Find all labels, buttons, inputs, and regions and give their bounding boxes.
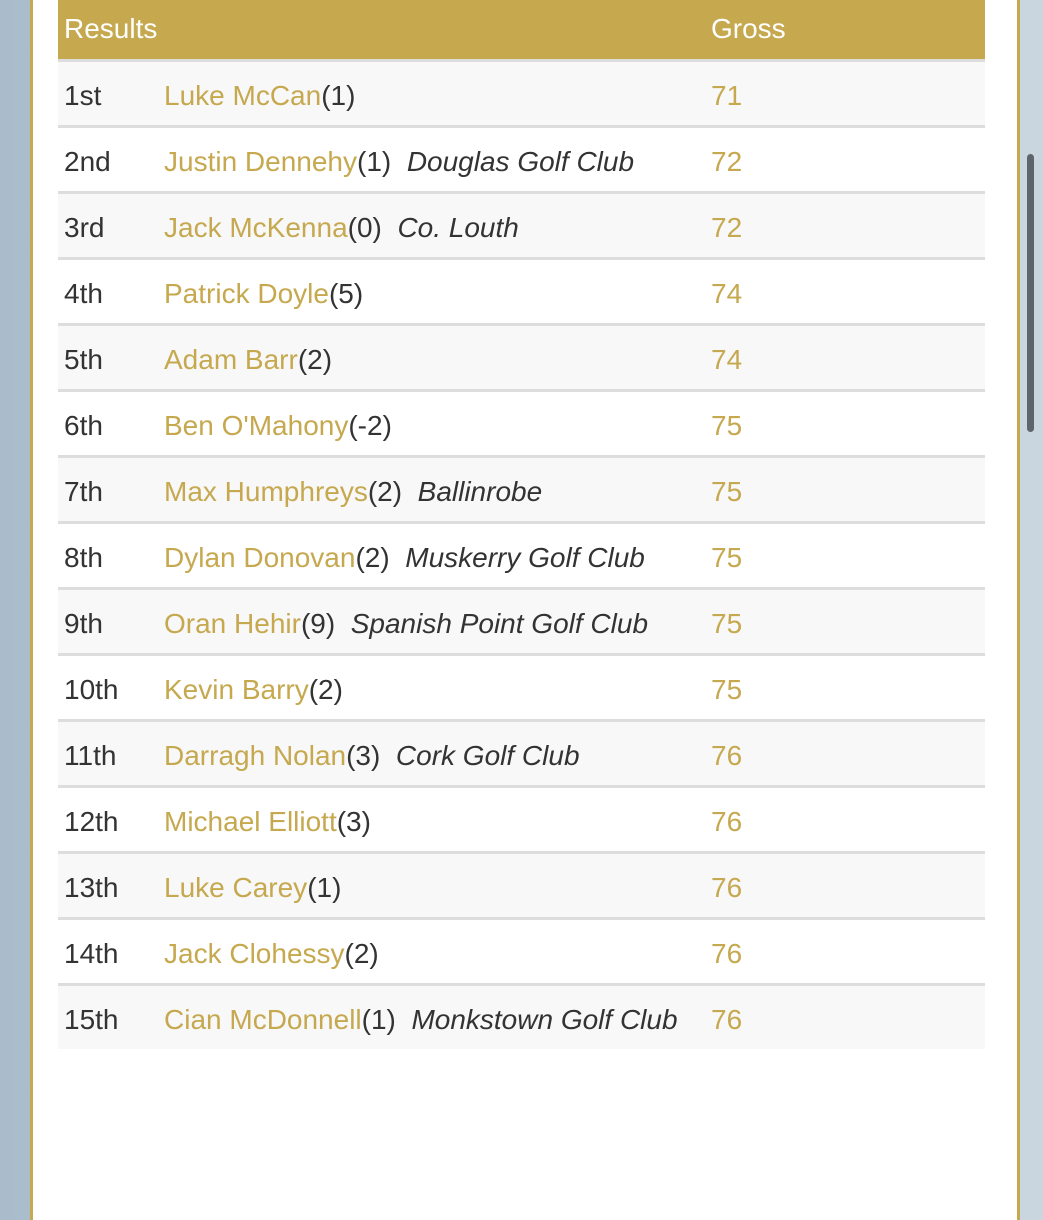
table-row [58,60,985,126]
table-row [58,258,985,324]
gross-score[interactable]: 75 [711,541,743,573]
player-cell [158,390,706,456]
header-results: Results [64,13,158,45]
player-cell [158,126,706,192]
player-name-link[interactable]: Cian McDonnell [164,1003,362,1035]
gross-score[interactable]: 75 [711,475,743,507]
results-table [58,0,985,1049]
handicap: (3) [346,739,381,771]
player-cell [158,258,706,324]
player-name-link[interactable]: Justin Dennehy [164,145,358,177]
table-row [58,324,985,390]
club-name: Co. Louth [397,211,519,243]
table-header-row [58,0,985,60]
player-name-link[interactable]: Jack McKenna [164,211,348,243]
table-row [58,588,985,654]
club-name: Monkstown Golf Club [411,1003,678,1035]
player-cell [158,60,706,126]
handicap: (5) [328,277,364,309]
position-cell: 13th [64,871,119,903]
position-cell: 8th [64,541,103,573]
player-name-link[interactable]: Luke McCan [164,79,322,111]
player-name-link[interactable]: Ben O'Mahony [164,409,349,441]
handicap: (2) [308,673,343,705]
position-cell: 15th [64,1003,119,1035]
club-name: Ballinrobe [417,475,543,507]
handicap: (2) [297,343,333,375]
position-cell: 12th [64,805,119,837]
gross-score[interactable]: 72 [711,145,743,177]
player-cell [158,786,706,852]
position-cell: 5th [64,343,103,375]
player-cell [158,984,706,1049]
gross-score[interactable]: 76 [711,805,743,837]
player-cell [158,588,706,654]
gross-score[interactable]: 76 [711,871,743,903]
club-name: Spanish Point Golf Club [350,607,649,639]
table-row [58,654,985,720]
table-row [58,522,985,588]
player-cell [158,192,706,258]
header-gross: Gross [711,13,786,45]
handicap: (1) [321,79,356,111]
table-row [58,192,985,258]
player-name-link[interactable]: Darragh Nolan [164,739,347,771]
position-cell: 11th [64,739,117,771]
position-cell: 7th [64,475,103,507]
player-name-link[interactable]: Michael Elliott [164,805,337,837]
player-cell [158,918,706,984]
handicap: (1) [307,871,342,903]
player-name-link[interactable]: Patrick Doyle [164,277,329,309]
table-row [58,786,985,852]
player-name-link[interactable]: Adam Barr [164,343,298,375]
player-cell [158,522,706,588]
handicap: (1) [361,1003,396,1035]
gross-score[interactable]: 76 [711,1003,743,1035]
table-row [58,456,985,522]
handicap: (-2) [348,409,392,441]
position-cell: 9th [64,607,103,639]
handicap: (2) [344,937,379,969]
gross-score[interactable]: 71 [711,79,743,111]
player-name-link[interactable]: Jack Clohessy [164,937,345,969]
player-name-link[interactable]: Oran Hehir [164,607,301,639]
vertical-scrollbar[interactable] [1027,154,1034,432]
position-cell: 2nd [64,145,111,177]
gross-score[interactable]: 74 [711,277,743,309]
position-cell: 14th [64,937,119,969]
handicap: (2) [367,475,403,507]
handicap: (3) [336,805,371,837]
table-row [58,984,985,1049]
player-cell [158,852,706,918]
table-row [58,852,985,918]
gross-score[interactable]: 75 [711,607,743,639]
gross-score[interactable]: 72 [711,211,743,243]
gross-score[interactable]: 75 [711,673,743,705]
position-cell: 4th [64,277,103,309]
gross-score[interactable]: 76 [711,739,743,771]
player-cell [158,456,706,522]
handicap: (0) [347,211,382,243]
gross-score[interactable]: 76 [711,937,743,969]
gross-score[interactable]: 74 [711,343,743,375]
player-cell [158,654,706,720]
player-name-link[interactable]: Luke Carey [164,871,308,903]
position-cell: 1st [64,79,102,111]
player-cell [158,324,706,390]
gross-score[interactable]: 75 [711,409,743,441]
position-cell: 6th [64,409,103,441]
table-row [58,918,985,984]
table-row [58,390,985,456]
club-name: Cork Golf Club [395,739,580,771]
position-cell: 3rd [64,211,105,243]
player-cell [158,720,706,786]
position-cell: 10th [64,673,119,705]
player-name-link[interactable]: Dylan Donovan [164,541,356,573]
club-name: Douglas Golf Club [406,145,635,177]
table-row [58,126,985,192]
player-name-link[interactable]: Max Humphreys [164,475,368,507]
handicap: (1) [357,145,392,177]
player-name-link[interactable]: Kevin Barry [164,673,309,705]
club-name: Muskerry Golf Club [405,541,645,573]
table-row [58,720,985,786]
handicap: (9) [300,607,336,639]
handicap: (2) [355,541,390,573]
